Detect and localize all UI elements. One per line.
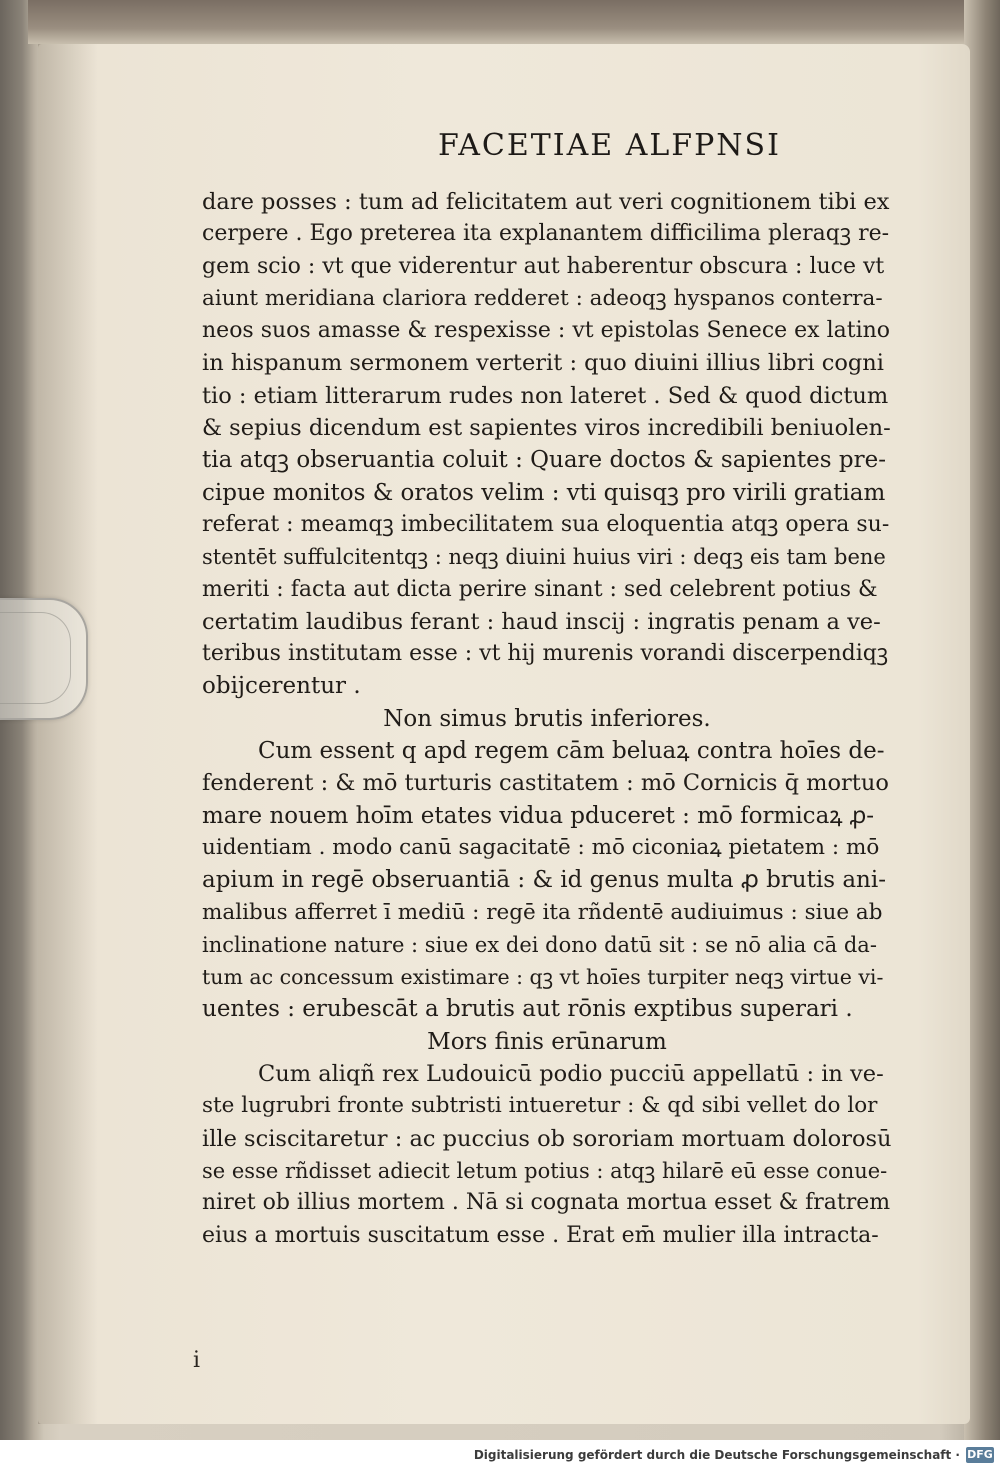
text-line: in hispanum sermonem verterit : quo diuini illius libri cogni [202,350,884,377]
text-line: cerpere . Ego preterea ita explanantem difficilima pleraqꝫ re- [202,221,890,247]
text-line: uidentiam . modo canū sagacitatē : mō ciconiaꝝ pietatem : mō [202,834,880,860]
text-line: & sepius dicendum est sapientes viros incredibili beniuolen- [202,415,891,442]
text-line: aiunt meridiana clariora redderet : adeoqꝫ hyspanos conterra- [202,285,883,311]
running-head: FACETIAE ALFPNSI [438,128,781,163]
page-text-block [202,186,892,1252]
page-gutter-shadow [38,44,98,1424]
footer-credit: Digitalisierung gefördert durch die Deutsche Forschungsgemeinschaft · [473,1448,960,1462]
text-line: ste lugrubri fronte subtristi intueretur : & qd sibi vellet do lor [202,1093,878,1119]
dfg-logo: DFG [967,1448,993,1461]
text-line: inclinatione nature : siue ex dei dono datū sit : se nō alia cā da- [202,932,877,957]
text-line: dare posses : tum ad felicitatem aut veri cognitionem tibi ex [202,189,890,215]
book-cover-top-edge [28,0,1000,44]
text-line: ille sciscitaretur : ac puccius ob sororiam mortuam dolorosū [202,1125,892,1152]
text-line: malibus afferret ī mediū : regē ita rñdentē audiuimus : siue ab [202,899,883,925]
text-line: tum ac concessum existimare : qꝫ vt hoīes turpiter neqꝫ virtue vi- [202,965,884,990]
text-line: gem scio : vt que viderentur aut haberentur obscura : luce vt [202,253,885,279]
text-line: Cum essent q apd regem cām beluaꝝ contra hoīes de- [258,738,885,765]
text-line: mare nouem hoīm etates vidua pduceret : mō formicaꝝ ꝓ- [202,802,875,829]
text-line: fenderent : & mō turturis castitatem : mō Cornicis q̄ mortuo [202,770,889,797]
text-line: referat : meamqꝫ imbecilitatem sua eloquentia atqꝫ opera su- [202,511,890,537]
text-line: meriti : facta aut dicta perire sinant : sed celebrent potius & [202,576,878,602]
text-line: certatim laudibus ferant : haud inscij : ingratis penam a ve- [202,608,881,635]
section-heading: Non simus brutis inferiores. [383,705,711,732]
section-heading: Mors finis erūnarum [427,1028,667,1055]
text-line: Cum aliqñ rex Ludouicū podio pucciū appellatū : in ve- [258,1061,884,1088]
text-line: obijcerentur . [202,673,361,700]
text-line: teribus institutam esse : vt hij murenis vorandi discerpendiqꝫ [202,641,889,667]
text-line: cipue monitos & oratos velim : vti quisqꝫ pro virili gratiam [202,479,886,506]
text-line: tia atqꝫ obseruantia coluit : Quare doctos & sapientes pre- [202,447,886,474]
signature-mark: i [193,1348,201,1373]
text-line: neos suos amasse & respexisse : vt epistolas Senece ex latino [202,318,891,344]
text-line: eius a mortuis suscitatum esse . Erat em̄ mulier illa intracta- [202,1222,879,1248]
text-line: se esse rñdisset adiecit letum potius : atqꝫ hilarē eū esse conue- [202,1158,888,1183]
text-line: tio : etiam litterarum rudes non lateret . Sed & quod dictum [202,382,889,409]
text-line: apium in regē obseruantiā : & id genus multa ꝓ brutis ani- [202,867,886,894]
text-line: uentes : erubescāt a brutis aut rōnis exptibus superari . [202,996,853,1023]
text-line: niret ob illius mortem . Nā si cognata mortua esset & fratrem [202,1190,891,1216]
bookmark-clip-inner [0,612,71,704]
text-line: stentēt suffulcitentqꝫ : neqꝫ diuini huius viri : deqꝫ eis tam bene [202,545,886,570]
